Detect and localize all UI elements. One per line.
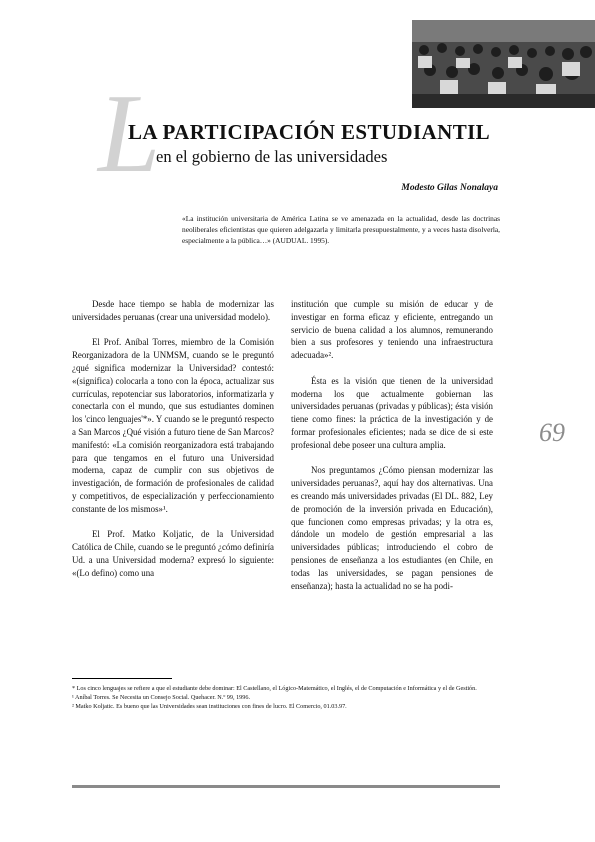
article-title: LA PARTICIPACIÓN ESTUDIANTIL (128, 120, 491, 144)
article-subtitle: en el gobierno de las universidades (156, 147, 388, 166)
paragraph: Desde hace tiempo se habla de modernizar las universidades peruanas (crear una universidad modelo). (72, 299, 274, 322)
body-column-right (291, 298, 493, 605)
header-photo (412, 20, 595, 108)
students-photo-illustration (412, 20, 595, 108)
footnote-divider (72, 678, 172, 679)
footnote: ¹ Aníbal Torres. Se Necesita un Consejo Social. Quehacer. N.º 99, 1996. (72, 694, 250, 701)
paragraph: Ésta es la visión que tienen de la universidad moderna los que actualmente gobiernan las universidades peruanas (privadas y públicas); ésta visión tiene como fines: la práctica de la investigación y de formar profesionales eficientes; nada se dice de si este profesional debe poseer una cultura amplia. (291, 375, 493, 450)
paragraph: El Prof. Aníbal Torres, miembro de la Comisión Reorganizadora de la UNMSM, cuando se le preguntó ¿qué significa modernizar la Universidad? contestó: «(significa) colocarla a tono con la época, actualizar sus currículas, repotenciar sus laboratorios, informatizarla y conectarla con el mundo, que sus estudiantes dominen los 'cinco lenguajes'*». Y cuando se le preguntó respecto a San Marcos ¿Qué visión a futuro tiene de San Marcos? manifestó: «La comisión reorganizadora está trabajando para que tengamos en el futuro una Universidad moderna, capaz de cumplir con sus objetivos de investigación, de formación de profesionales de calidad y competitivos, de especialización y perfeccionamiento constante de los mismos»¹. (72, 337, 274, 514)
paragraph: El Prof. Matko Koljatic, de la Universidad Católica de Chile, cuando se le preguntó ¿cómo definiría Ud. a una Universidad moderna? expresó lo siguiente: «(Lo defino) como una (72, 529, 274, 578)
bottom-rule (72, 785, 500, 788)
page-number: 69 (539, 418, 565, 447)
decorative-dropcap: L (98, 72, 161, 196)
paragraph: institución que cumple su misión de educar y de investigar en forma eficaz y eficiente, entregando un servicio de buena calidad a los alumnos, remunerando bien a sus profesores y teniendo una infraestructura adecuada»². (291, 299, 493, 361)
paragraph: Nos preguntamos ¿Cómo piensan modernizar las universidades peruanas?, aquí hay dos alternativas. Una es creando más universidades privadas (El DL. 882, Ley de promoción de la inversión privada en Educación), que funcionen como empresas privadas; y la otra es, dándole un modelo de gestión empresarial a las universidades públicas; introduciendo el cobro de pensiones de enseñanza a los estudiantes (en Chile, en todas las universidades, se pagan pensiones de enseñanza); hasta la actualidad no se ha podi- (291, 465, 493, 591)
author-name: Modesto Gilas Nonalaya (401, 183, 498, 193)
footnotes (72, 684, 498, 711)
footnote: * Los cinco lenguajes se refiere a que el estudiante debe dominar: El Castellano, el Lógico-Matemático, el Inglés, el de Computación e Informática y el de Gestión. (72, 685, 477, 692)
epigraph-quote: «La institución universitaria de América Latina se ve amenazada en la actualidad, desde las doctrinas neoliberales eficientistas que quieren adelgazarla y limitarla presupuestalmente, y a veces hasta disolverla, especialmente a la pública…» (AUDUAL. 1995). (182, 214, 500, 245)
body-column-left (72, 298, 274, 592)
footnote: ² Matko Koljatic. Es bueno que las Universidades sean instituciones con fines de lucro. El Comercio, 01.03.97. (72, 703, 347, 710)
